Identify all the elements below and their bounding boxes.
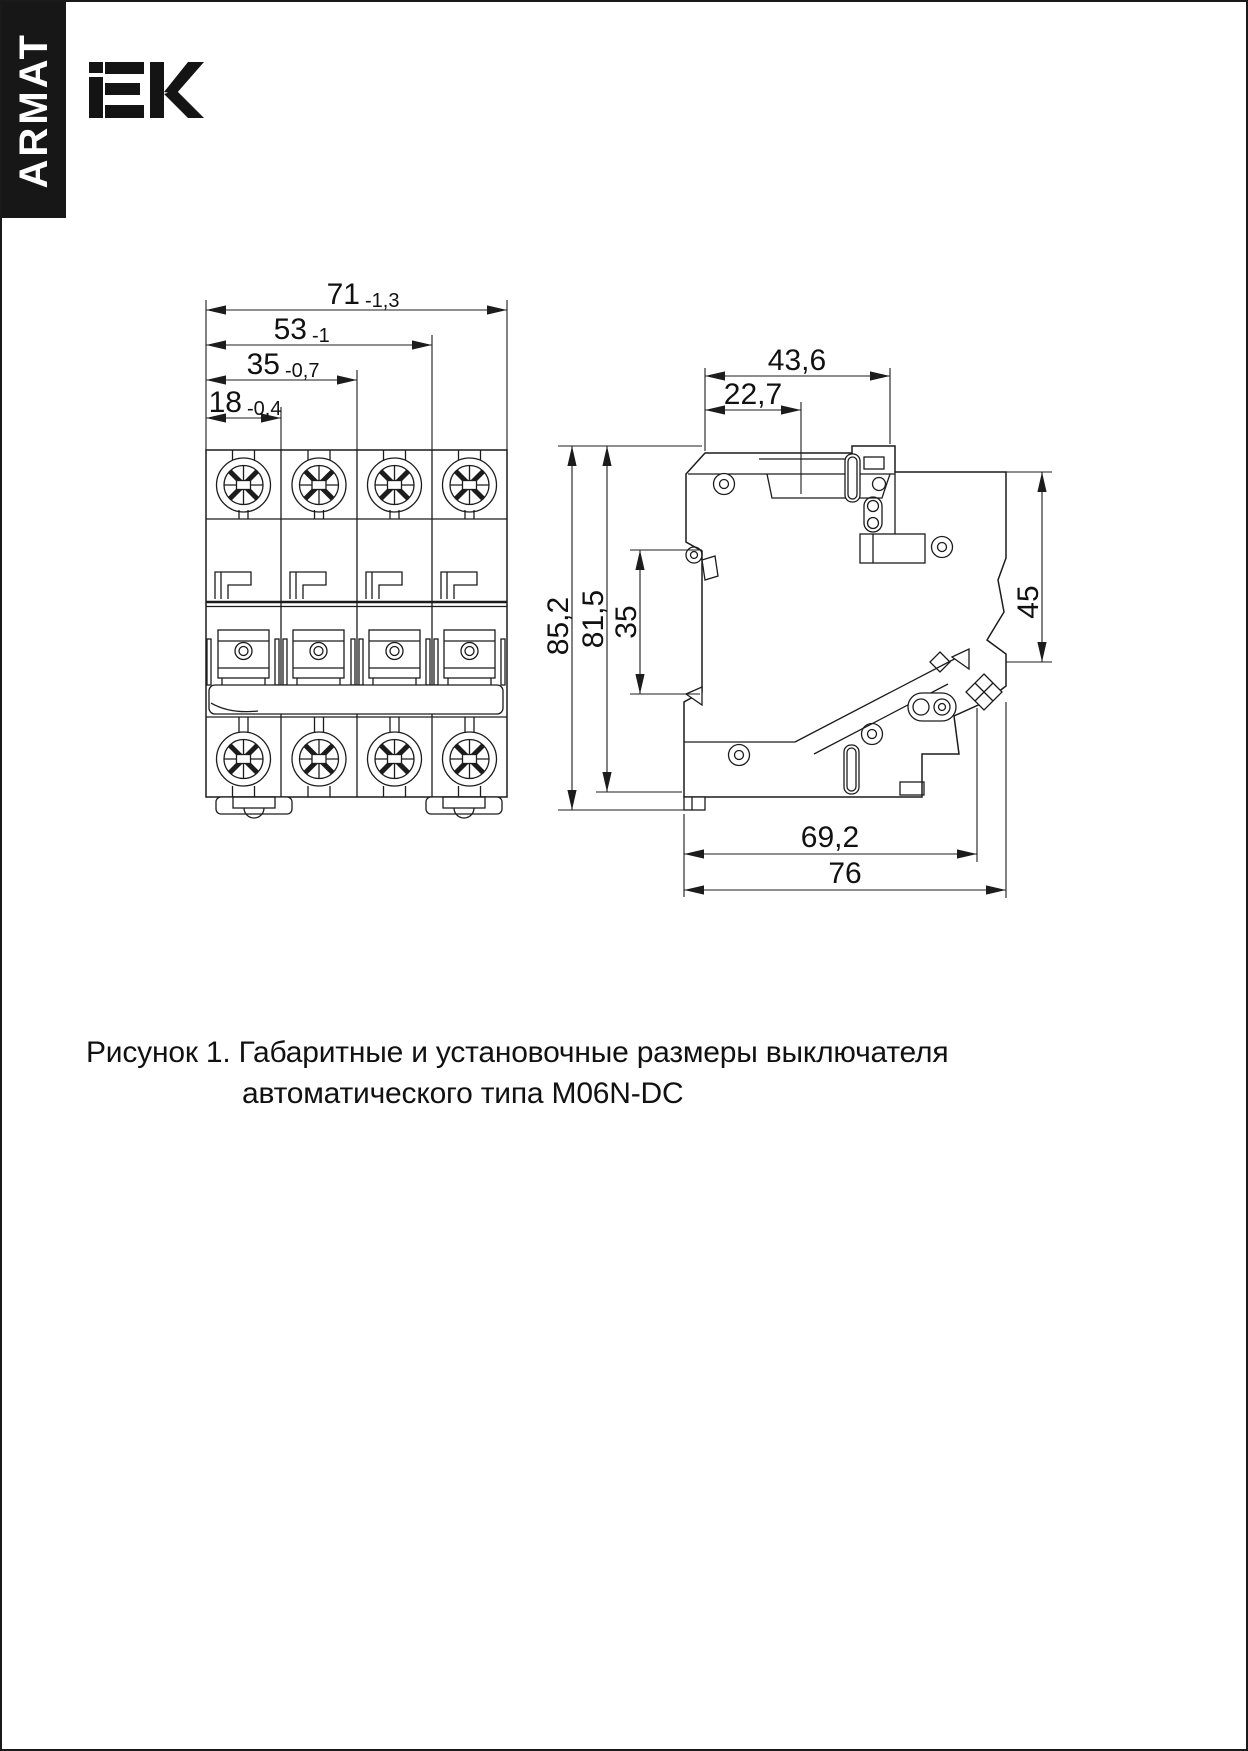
dim-35-recess: [610, 550, 643, 694]
dim-45: [1006, 472, 1052, 662]
dim-76-label: 76: [828, 857, 862, 890]
hook-screw: [686, 547, 702, 563]
dim-18: [206, 386, 281, 420]
dim-45-label: 45: [1012, 585, 1045, 619]
dim-18-tolerance: -0,4: [247, 398, 282, 420]
figure-caption-line1: Рисунок 1. Габаритные и установочные размеры выключателя: [86, 1036, 949, 1069]
dim-71-label: 71: [326, 278, 360, 311]
dim-69-2: [684, 821, 977, 854]
figure-caption: [86, 1032, 986, 1114]
din-foot-side: [684, 797, 705, 810]
dim-35: [206, 348, 357, 382]
din-feet: [216, 797, 502, 818]
rivet-top-left: [714, 474, 735, 495]
front-view: [206, 450, 507, 818]
dim-53-label: 53: [273, 313, 307, 346]
dim-69-2-label: 69,2: [800, 821, 860, 854]
rivet-bottom-mid: [862, 724, 883, 745]
armat-brand-text: ARMAT: [11, 31, 56, 189]
side-view: [684, 446, 1006, 810]
dim-53: [206, 313, 432, 347]
figure-caption-line2: автоматического типа M06N-DC: [242, 1077, 684, 1110]
dim-43-6: [705, 344, 890, 377]
technical-drawing: [2, 2, 1248, 1751]
dim-71-tolerance: -1,3: [365, 290, 400, 312]
dim-35-recess-label: 35: [610, 605, 643, 639]
dim-85-2-label: 85,2: [542, 596, 575, 656]
rivet-bottom-left: [729, 745, 750, 766]
terminal-rivet: [932, 537, 953, 558]
dim-85-2: [542, 446, 575, 810]
dim-53-tolerance: -1: [312, 325, 330, 347]
dim-22-7: [705, 378, 801, 411]
dim-71: [206, 278, 507, 312]
dim-22-7-label: 22,7: [723, 378, 783, 411]
dim-35-tolerance: -0,7: [285, 360, 320, 382]
dim-43-6-label: 43,6: [767, 344, 827, 377]
dim-35-label: 35: [246, 348, 280, 381]
dim-81-5-label: 81,5: [577, 589, 610, 649]
dim-81-5: [577, 446, 610, 792]
handle-tie-bar: [209, 685, 503, 714]
dim-18-label: 18: [208, 386, 242, 419]
dim-76: [684, 857, 1006, 890]
